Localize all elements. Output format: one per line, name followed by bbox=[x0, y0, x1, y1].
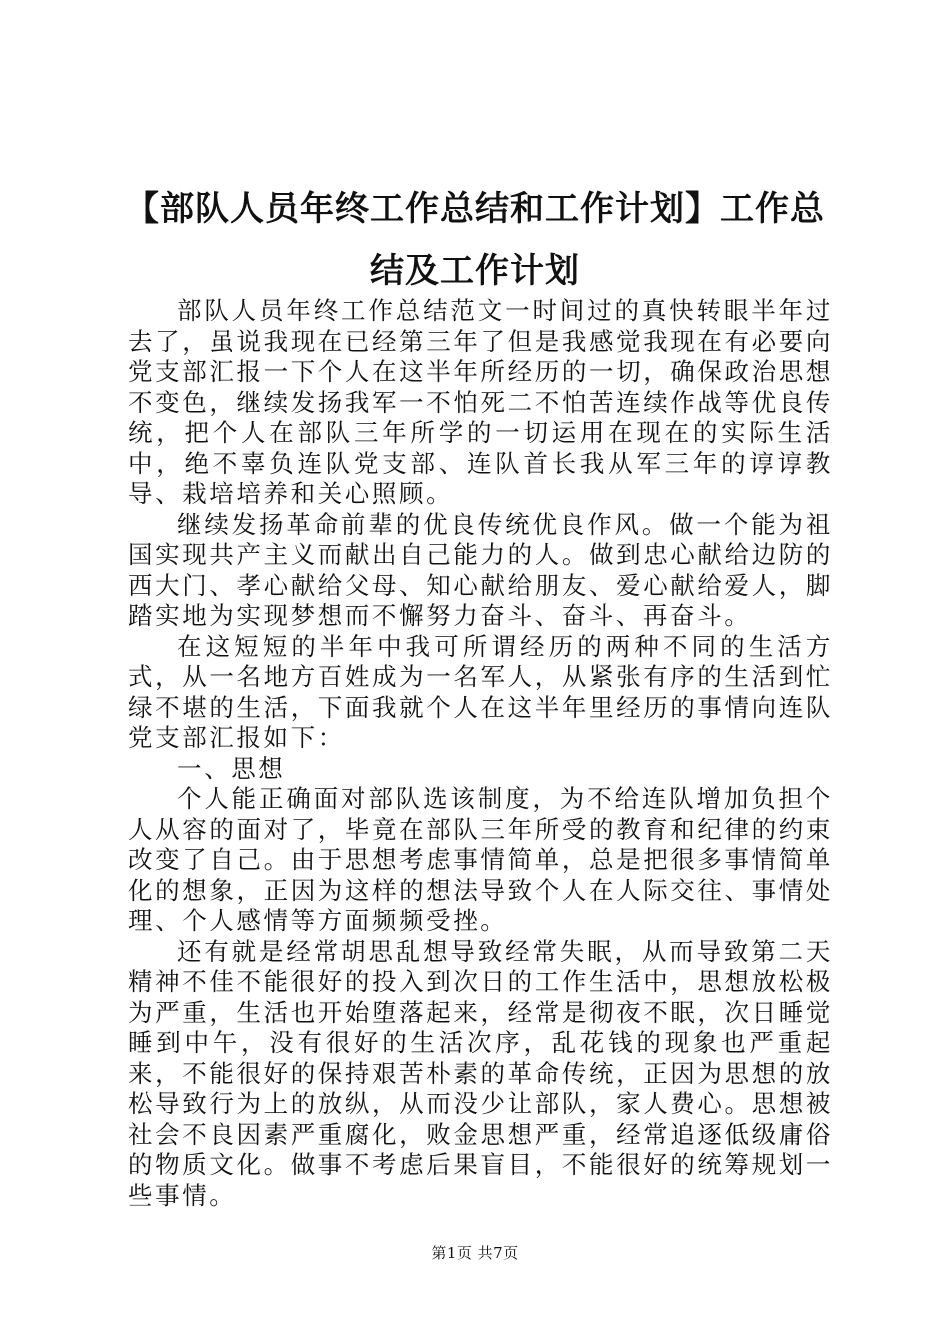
page-number-footer: 第1页 共7页 bbox=[431, 1244, 519, 1262]
paragraph: 部队人员年终工作总结范文一时间过的真快转眼半年过去了，虽说我现在已经第三年了但是我感觉我现在有必要向党支部汇报一下个人在这半年所经历的一切，确保政治思想不变色，继续发扬我军一不怕死二不怕苦连续作战等优良传统，把个人在部队三年所学的一切运用在现在的实际生活中，绝不辜负连队党支部、连队首长我从军三年的谆谆教导、栽培培养和关心照顾。 bbox=[128, 296, 833, 508]
paragraph: 还有就是经常胡思乱想导致经常失眠，从而导致第二天精神不佳不能很好的投入到次日的工作生活中，思想放松极为严重，生活也开始堕落起来，经常是彻夜不眠，次日睡觉睡到中午，没有很好的生活次序，乱花钱的现象也严重起来，不能很好的保持艰苦朴素的革命传统，正因为思想的放松导致行为上的放纵，从而没少让部队，家人费心。思想被社会不良因素严重腐化，败金思想严重，经常追逐低级庸俗的物质文化。做事不考虑后果盲目，不能很好的统筹规划一些事情。 bbox=[128, 936, 833, 1210]
paragraph: 个人能正确面对部队选该制度，为不给连队增加负担个人从容的面对了，毕竟在部队三年所受的教育和纪律的约束改变了自己。由于思想考虑事情简单，总是把很多事情简单化的想象，正因为这样的想法导致个人在人际交往、事情处理、个人感情等方面频频受挫。 bbox=[128, 784, 833, 935]
paragraph: 继续发扬革命前辈的优良传统优良作风。做一个能为祖国实现共产主义而献出自己能力的人。做到忠心献给边防的西大门、孝心献给父母、知心献给朋友、爱心献给爱人，脚踏实地为实现梦想而不懈努力奋斗、奋斗、再奋斗。 bbox=[128, 509, 833, 630]
document-title: 【部队人员年终工作总结和工作计划】工作总结及工作计划 bbox=[125, 189, 825, 291]
document-body bbox=[128, 296, 833, 1211]
paragraph: 在这短短的半年中我可所谓经历的两种不同的生活方式，从一名地方百姓成为一名军人，从紧张有序的生活到忙绿不堪的生活，下面我就个人在这半年里经历的事情向连队党支部汇报如下： bbox=[128, 631, 833, 752]
section-heading: 一、思想 bbox=[177, 753, 286, 783]
